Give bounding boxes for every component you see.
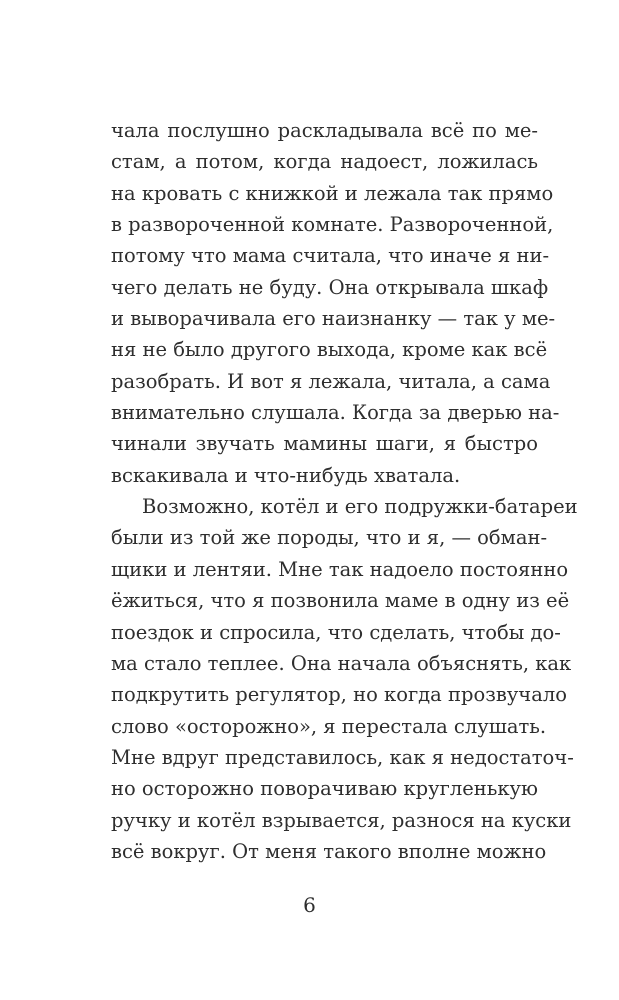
text-line: щики и лентяи. Мне так надоело постоянно bbox=[111, 557, 569, 581]
text-line: разобрать. И вот я лежала, читала, а сама bbox=[111, 369, 551, 393]
text-line: внимательно слушала. Когда за дверью на- bbox=[111, 401, 560, 425]
text-line: Мне вдруг представилось, как я недостаточ- bbox=[111, 745, 574, 769]
text-line: подкрутить регулятор, но когда прозвучало bbox=[111, 683, 567, 707]
text-line: всё вокруг. От меня такого вполне можно bbox=[111, 839, 547, 863]
text-line: были из той же породы, что и я, — обман- bbox=[111, 526, 548, 550]
text-line: слово «осторожно», я перестала слушать. bbox=[111, 714, 547, 738]
paragraph-2 bbox=[111, 491, 578, 867]
text-line: в развороченной комнате. Развороченной, bbox=[111, 213, 554, 237]
text-line: чала послушно раскладывала всё по ме- bbox=[111, 119, 538, 142]
text-line: чего делать не буду. Она открывала шкаф bbox=[111, 275, 549, 299]
text-line: на кровать с книжкой и лежала так прямо bbox=[111, 181, 554, 205]
page-number: 6 bbox=[303, 893, 316, 917]
text-line: стам, а потом, когда надоест, ложилась bbox=[111, 150, 538, 174]
text-line: и выворачивала его наизнанку — так у ме- bbox=[111, 307, 556, 331]
text-line: ма стало теплее. Она начала объяснять, как bbox=[111, 651, 572, 675]
text-line: вскакивала и что-нибудь хватала. bbox=[111, 463, 461, 487]
text-line: ня не было другого выхода, кроме как всё bbox=[111, 338, 548, 362]
text-line: ручку и котёл взрывается, разнося на куски bbox=[111, 808, 572, 832]
text-line: поездок и спросила, что сделать, чтобы до- bbox=[111, 620, 561, 644]
text-line: но осторожно поворачиваю кругленькую bbox=[111, 777, 538, 801]
text-line: чинали звучать мамины шаги, я быстро bbox=[111, 432, 538, 456]
text-line: потому что мама считала, что иначе я ни- bbox=[111, 244, 550, 268]
paragraph-1 bbox=[111, 115, 560, 491]
book-page-body bbox=[111, 115, 578, 867]
text-line: Возможно, котёл и его подружки-батареи bbox=[142, 495, 578, 519]
text-line: ёжиться, что я позвонила маме в одну из её bbox=[111, 589, 570, 613]
